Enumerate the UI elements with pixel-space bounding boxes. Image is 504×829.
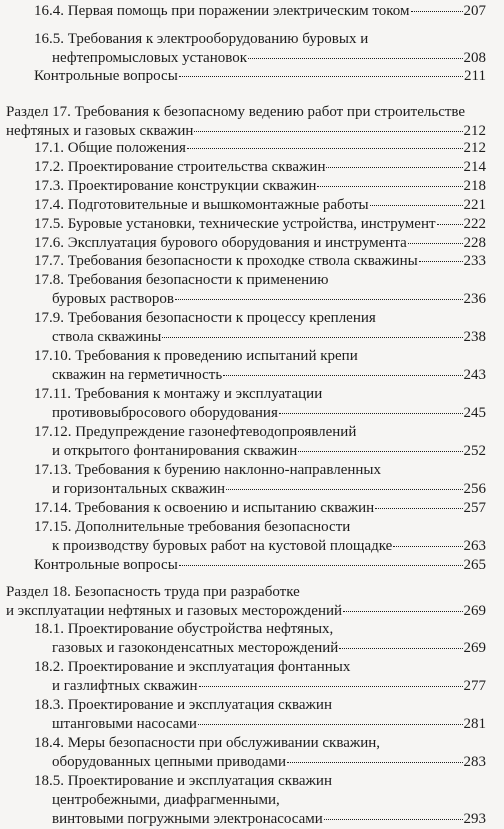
page-number: 211: [464, 68, 486, 84]
dot-leader: [370, 205, 463, 206]
toc-entry-title: центробежными, диафрагменными,: [52, 792, 280, 808]
toc-entry-line: [34, 423, 486, 442]
toc-entry-title: нефтепромысловых установок: [52, 50, 248, 66]
toc-entry-line: [6, 583, 486, 602]
dot-leader: [248, 58, 462, 59]
toc-entry-title: 17.11. Требования к монтажу и эксплуатации: [34, 386, 323, 402]
toc-entry-title: 17.4. Подготовительные и вышкомонтажные работы: [34, 197, 369, 213]
toc-entry: [34, 461, 486, 499]
toc-entry-line: [34, 309, 486, 328]
toc-entry-title: к производству буровых работ на кустовой площадке: [52, 538, 393, 554]
toc-entry-title: скважин на герметичность: [52, 367, 223, 383]
toc-entry-last-line: [6, 602, 486, 621]
toc-entry-last-line: [34, 639, 486, 658]
toc-entry-title: 17.3. Проектирование конструкции скважин: [34, 178, 317, 194]
page-number: 236: [463, 291, 486, 307]
dot-leader: [343, 611, 462, 612]
page-number: 238: [463, 329, 486, 345]
toc-entry: [34, 271, 486, 309]
toc-entry-line: [34, 734, 486, 753]
page-number: 252: [463, 443, 486, 459]
page-number: 214: [463, 159, 486, 175]
toc-entry-line: [34, 461, 486, 480]
dot-leader: [199, 686, 463, 687]
toc-entry: [34, 139, 486, 158]
toc-entry-title: 17.13. Требования к бурению наклонно-направленных: [34, 462, 381, 478]
toc-entry-title: 17.12. Предупреждение газонефтеводопроявлений: [34, 424, 357, 440]
toc-entry-last-line: [34, 328, 486, 347]
toc-entry-title: Контрольные вопросы: [34, 557, 178, 573]
toc-entry-line: [34, 791, 486, 810]
toc-entry-line: [34, 518, 486, 537]
page-number: 243: [463, 367, 486, 383]
page-number: 293: [463, 811, 486, 827]
toc-entry-last-line: [34, 67, 486, 86]
toc-entry-title: винтовыми погружными электронасосами: [52, 811, 323, 827]
toc-entry-last-line: [34, 810, 486, 829]
page-number: 218: [463, 178, 486, 194]
toc-entry: [34, 499, 486, 518]
dot-leader: [162, 337, 462, 338]
toc-entry-line: [34, 30, 486, 49]
toc-entry: [34, 620, 486, 658]
toc-entry-last-line: [34, 480, 486, 499]
page-number: 257: [463, 500, 486, 516]
toc-entry-title: и газлифтных скважин: [52, 678, 198, 694]
toc-entry-line: [34, 271, 486, 290]
page-number: 265: [463, 557, 486, 573]
toc-entry-last-line: [34, 366, 486, 385]
toc-entry-title: Раздел 18. Безопасность труда при разработке: [6, 584, 300, 600]
toc-entry-last-line: [34, 404, 486, 423]
page-number: 281: [463, 716, 486, 732]
toc-entry-title: оборудованных цепными приводами: [52, 754, 287, 770]
dot-leader: [419, 261, 463, 262]
toc-entry: [34, 518, 486, 556]
toc-entry-title: газовых и газоконденсатных месторождений: [52, 640, 339, 656]
page-number: 269: [463, 603, 486, 619]
dot-leader: [324, 819, 463, 820]
toc-entry: [34, 556, 486, 575]
page-number: 208: [463, 50, 486, 66]
dot-leader: [175, 299, 463, 300]
toc-entry-last-line: [34, 139, 486, 158]
toc-entry-title: 17.7. Требования безопасности к проходке ствола скважины: [34, 253, 418, 269]
toc-entry-title: 17.10. Требования к проведению испытаний крепи: [34, 348, 358, 364]
toc-entry-line: [34, 696, 486, 715]
toc-entry-title: 17.1. Общие положения: [34, 140, 186, 156]
dot-leader: [179, 565, 463, 566]
toc-entry-last-line: [34, 715, 486, 734]
page-number: 233: [463, 253, 486, 269]
toc-entry: [34, 309, 486, 347]
toc-entry: [34, 30, 486, 68]
toc-entry-title: штанговыми насосами: [52, 716, 197, 732]
dot-leader: [287, 762, 462, 763]
toc-entry-last-line: [34, 537, 486, 556]
toc-entry-line: [34, 620, 486, 639]
page-number: 277: [463, 678, 486, 694]
toc-entry: [34, 696, 486, 734]
toc-entry-title: 16.5. Требования к электрооборудованию буровых и: [34, 31, 369, 47]
dot-leader: [437, 224, 463, 225]
toc-entry-last-line: [34, 677, 486, 696]
toc-entry: [34, 158, 486, 177]
toc-entry-line: [34, 385, 486, 404]
page-number: 263: [463, 538, 486, 554]
toc-entry-title: 17.2. Проектирование строительства скважин: [34, 159, 326, 175]
page-number: 222: [463, 216, 486, 232]
toc-entry-last-line: [34, 177, 486, 196]
toc-entry-last-line: [34, 499, 486, 518]
dot-leader: [339, 648, 462, 649]
toc-entry-title: и горизонтальных скважин: [52, 481, 226, 497]
toc-entry-title: буровых растворов: [52, 291, 174, 307]
dot-leader: [198, 724, 463, 725]
toc-entry-last-line: [34, 158, 486, 177]
toc-entry-last-line: [34, 252, 486, 271]
toc-entry-title: 17.8. Требования безопасности к применению: [34, 272, 329, 288]
toc-entry-title: и эксплуатации нефтяных и газовых месторождений: [6, 603, 343, 619]
toc-entry-title: Контрольные вопросы: [34, 68, 178, 84]
toc-entry: [34, 734, 486, 772]
page-number: 228: [463, 235, 486, 251]
dot-leader: [223, 375, 462, 376]
toc-entry-last-line: [34, 196, 486, 215]
toc-entry-line: [34, 658, 486, 677]
toc-entry-title: противовыбросового оборудования: [52, 405, 278, 421]
toc-entry-title: 18.3. Проектирование и эксплуатация скважин: [34, 697, 332, 713]
toc-entry-title: ствола скважины: [52, 329, 162, 345]
toc-entry: [34, 423, 486, 461]
toc-entry-title: 17.15. Дополнительные требования безопасности: [34, 519, 351, 535]
dot-leader: [317, 186, 462, 187]
toc-entry-last-line: [34, 2, 486, 21]
dot-leader: [187, 148, 463, 149]
toc-entry: [34, 215, 486, 234]
page-number: 256: [463, 481, 486, 497]
toc-entry-line: [34, 347, 486, 366]
dot-leader: [411, 11, 463, 12]
page-number: 283: [463, 754, 486, 770]
toc-entry: [34, 658, 486, 696]
toc-entry: [34, 385, 486, 423]
toc-entry-title: 17.5. Буровые установки, технические устройства, инструмент: [34, 216, 436, 232]
toc-entry-line: [6, 103, 486, 122]
toc-entry-title: 18.5. Проектирование и эксплуатация скважин: [34, 773, 332, 789]
dot-leader: [408, 243, 463, 244]
page-number: 212: [463, 123, 486, 139]
toc-entry: [34, 67, 486, 86]
toc-entry-title: 18.1. Проектирование обустройства нефтяных,: [34, 621, 334, 637]
toc-entry-last-line: [34, 215, 486, 234]
toc-entry-last-line: [34, 290, 486, 309]
dot-leader: [298, 451, 462, 452]
page-number: 245: [463, 405, 486, 421]
page-number: 207: [463, 3, 486, 19]
toc-entry: [34, 347, 486, 385]
dot-leader: [226, 489, 462, 490]
toc-entry: [6, 583, 486, 621]
toc-entry: [34, 177, 486, 196]
toc-entry: [34, 252, 486, 271]
toc-entry: [34, 2, 486, 21]
toc-entry-title: 18.4. Меры безопасности при обслуживании скважин,: [34, 735, 381, 751]
toc-entry-last-line: [34, 234, 486, 253]
toc-entry-title: нефтяных и газовых скважин: [6, 123, 194, 139]
toc-entry: [34, 772, 486, 829]
toc-entry-last-line: [34, 556, 486, 575]
toc-entry-title: и открытого фонтанирования скважин: [52, 443, 298, 459]
toc-entry-last-line: [34, 442, 486, 461]
toc-entry: [6, 103, 486, 141]
toc-entry-line: [34, 772, 486, 791]
toc-entry-title: 17.6. Эксплуатация бурового оборудования и инструмента: [34, 235, 407, 251]
page-number: 221: [463, 197, 486, 213]
toc-entry-title: 18.2. Проектирование и эксплуатация фонтанных: [34, 659, 351, 675]
toc-entry: [34, 196, 486, 215]
toc-entry-title: 17.14. Требования к освоению и испытанию скважин: [34, 500, 375, 516]
page-number: 269: [463, 640, 486, 656]
toc-entry-title: 17.9. Требования безопасности к процессу крепления: [34, 310, 376, 326]
dot-leader: [179, 76, 463, 77]
dot-leader: [194, 131, 462, 132]
dot-leader: [375, 508, 462, 509]
toc-entry: [34, 234, 486, 253]
toc-entry-last-line: [34, 753, 486, 772]
dot-leader: [279, 413, 463, 414]
toc-entry-title: 16.4. Первая помощь при поражении электрическим током: [34, 3, 410, 19]
dot-leader: [393, 546, 462, 547]
toc-entry-last-line: [34, 49, 486, 68]
dot-leader: [326, 167, 462, 168]
toc-entry-title: Раздел 17. Требования к безопасному ведению работ при строительстве: [6, 104, 466, 120]
page-number: 212: [463, 140, 486, 156]
